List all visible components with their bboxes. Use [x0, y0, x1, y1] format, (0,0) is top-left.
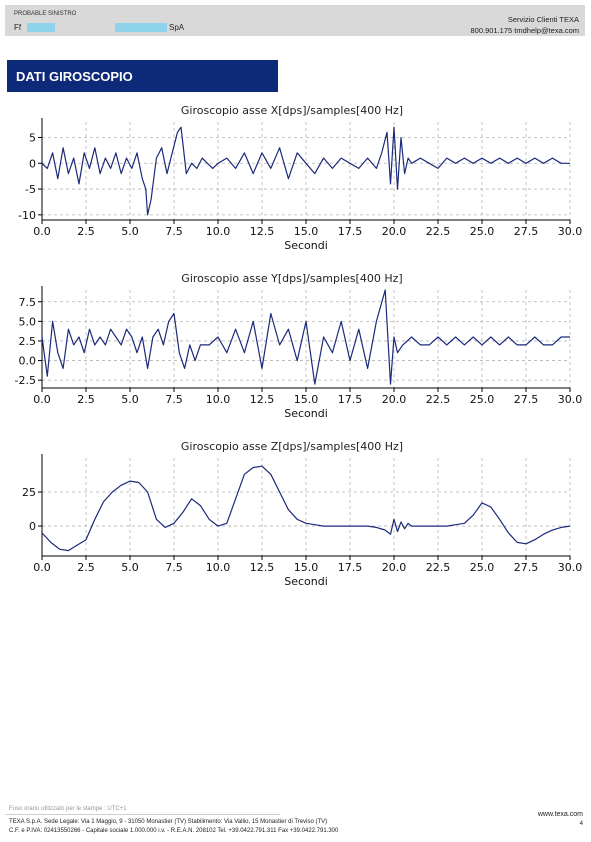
gyro-x-chart — [0, 100, 591, 260]
x-tick-label: 20.0 — [381, 561, 407, 574]
y-tick-label: -2.5 — [14, 374, 36, 388]
y-tick-label: 5 — [29, 131, 36, 145]
x-tick-label: 25.0 — [469, 225, 495, 238]
x-tick-label: 0.0 — [33, 561, 51, 574]
y-tick-label: 7.5 — [18, 295, 36, 309]
x-axis-label: Secondi — [284, 407, 328, 420]
x-tick-label: 10.0 — [205, 561, 231, 574]
footer-website: www.texa.com — [537, 811, 583, 818]
x-tick-label: 20.0 — [381, 225, 407, 238]
x-tick-label: 30.0 — [557, 561, 583, 574]
chart-title: Giroscopio asse X[dps]/samples[400 Hz] — [180, 104, 404, 117]
x-tick-label: 15.0 — [293, 561, 319, 574]
x-tick-label: 12.5 — [249, 225, 275, 238]
x-axis-label: Secondi — [284, 575, 328, 588]
redacted-field — [115, 23, 167, 32]
gyro-y-chart — [0, 268, 591, 428]
y-tick-label: 0 — [29, 520, 36, 534]
x-tick-label: 10.0 — [205, 393, 231, 406]
x-tick-label: 25.0 — [469, 561, 495, 574]
x-tick-label: 17.5 — [337, 225, 363, 238]
contact-block — [470, 14, 579, 36]
x-axis-label: Secondi — [284, 239, 328, 252]
report-type-label: PROBABLE SINISTRO — [14, 11, 77, 17]
x-tick-label: 27.5 — [513, 561, 539, 574]
x-tick-label: 17.5 — [337, 393, 363, 406]
policy-prefix: Ff — [14, 23, 22, 32]
x-tick-label: 17.5 — [337, 561, 363, 574]
x-tick-label: 7.5 — [165, 393, 183, 406]
chart-title: Giroscopio asse Z[dps]/samples[400 Hz] — [180, 440, 404, 453]
x-tick-label: 0.0 — [33, 393, 51, 406]
gyro-z-chart-svg — [0, 436, 591, 596]
x-tick-label: 15.0 — [293, 393, 319, 406]
y-tick-label: -10 — [18, 208, 36, 222]
footer-divider — [5, 814, 280, 815]
service-name: Servizio Clienti TEXA — [507, 15, 579, 24]
x-tick-label: 5.0 — [121, 225, 139, 238]
footer-timezone: Fuso orario utilizzato per le stampe : UTC+1 — [9, 806, 127, 812]
company-suffix: SpA — [169, 23, 185, 32]
x-tick-label: 25.0 — [469, 393, 495, 406]
y-tick-label: 0.0 — [18, 354, 36, 368]
gyro-z-chart — [0, 436, 591, 596]
x-tick-label: 7.5 — [165, 561, 183, 574]
x-tick-label: 22.5 — [425, 393, 451, 406]
x-tick-label: 22.5 — [425, 225, 451, 238]
x-tick-label: 30.0 — [557, 225, 583, 238]
x-tick-label: 22.5 — [425, 561, 451, 574]
redacted-field — [27, 23, 55, 32]
x-tick-label: 5.0 — [121, 561, 139, 574]
page-number: 4 — [579, 821, 583, 827]
section-title: DATI GIROSCOPIO — [16, 69, 133, 84]
report-header — [5, 5, 585, 36]
x-tick-label: 30.0 — [557, 393, 583, 406]
x-tick-label: 12.5 — [249, 561, 275, 574]
x-tick-label: 15.0 — [293, 225, 319, 238]
x-tick-label: 5.0 — [121, 393, 139, 406]
section-title-banner — [7, 60, 278, 92]
x-tick-label: 7.5 — [165, 225, 183, 238]
chart-title: Giroscopio asse Y[dps]/samples[400 Hz] — [181, 272, 403, 285]
contact-info: 800.901.175 tmdhelp@texa.com — [470, 26, 579, 35]
y-tick-label: 0 — [29, 157, 36, 171]
gyro-x-chart-svg — [0, 100, 591, 260]
x-tick-label: 2.5 — [77, 561, 95, 574]
x-tick-label: 0.0 — [33, 225, 51, 238]
x-tick-label: 12.5 — [249, 393, 275, 406]
x-tick-label: 27.5 — [513, 225, 539, 238]
x-tick-label: 2.5 — [77, 393, 95, 406]
footer-legal-ids: C.F. e P.IVA: 02413550266 - Capitale sociale 1.000.000 i.v. - R.E.A.N. 208102 Tel. +39.0422.791.311 Fax +39.0422.791.300 — [9, 828, 339, 834]
gyro-y-chart-svg — [0, 268, 591, 428]
x-tick-label: 2.5 — [77, 225, 95, 238]
y-tick-label: -5 — [25, 183, 36, 197]
x-tick-label: 10.0 — [205, 225, 231, 238]
x-tick-label: 20.0 — [381, 393, 407, 406]
y-tick-label: 2.5 — [18, 334, 36, 348]
y-tick-label: 5.0 — [18, 315, 36, 329]
y-tick-label: 25 — [22, 486, 36, 500]
x-tick-label: 27.5 — [513, 393, 539, 406]
footer-legal-address: TEXA S.p.A. Sede Legale: Via 1 Maggio, 9 - 31050 Monastier (TV) Stabilimento: Via Vallio, 15 Monastier di Treviso (TV) — [9, 819, 328, 825]
